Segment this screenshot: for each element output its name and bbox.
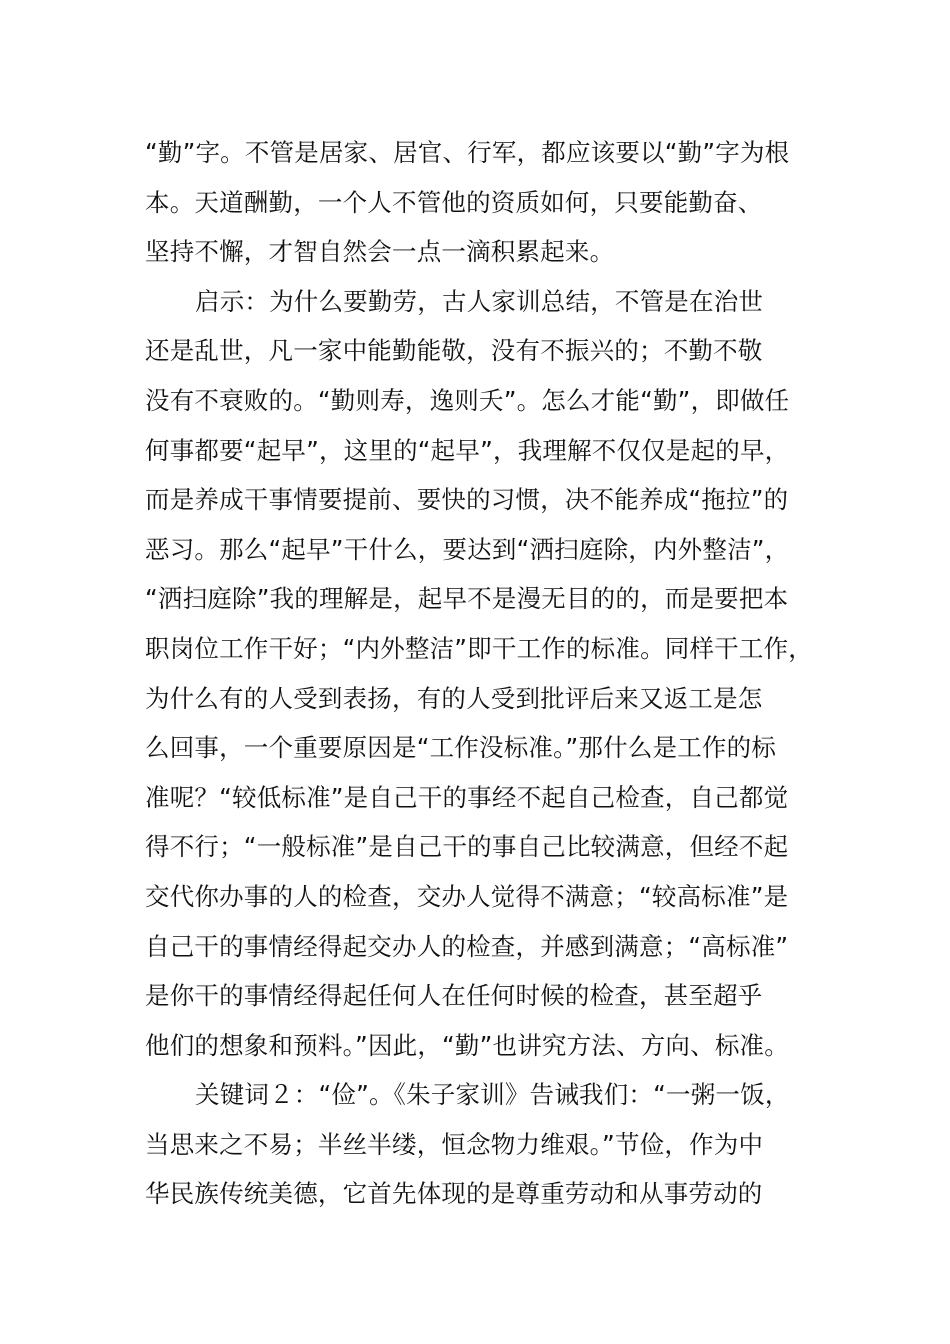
text-line: 当思来之不易；半丝半缕，恒念物力维艰。”节俭，作为中	[145, 1129, 764, 1159]
text-line: “洒扫庭除”我的理解是，起早不是漫无目的的，而是要把本	[145, 584, 789, 614]
text-line: 坚持不懈，才智自然会一点一滴积累起来。	[145, 237, 615, 267]
text-line: 华民族传统美德，它首先体现的是尊重劳动和从事劳动的	[145, 1179, 763, 1209]
text-line: 本。天道酬勤，一个人不管他的资质如何，只要能勤奋、	[145, 187, 763, 217]
paragraph-start-line: 关键词２：“俭”。《朱子家训》告诫我们：“一粥一饭，	[195, 1080, 790, 1110]
text-line: 没有不衰败的。“勤则寿，逸则夭”。怎么才能“勤”，即做任	[145, 385, 790, 415]
text-body	[145, 128, 835, 1219]
text-line: 交代你办事的人的检查，交办人觉得不满意；“较高标准”是	[145, 881, 789, 911]
text-line: 准呢？“较低标准”是自己干的事经不起自己检查，自己都觉	[145, 782, 789, 812]
text-line: 得不行；“一般标准”是自己干的事自己比较满意，但经不起	[145, 832, 789, 862]
text-line: 为什么有的人受到表扬，有的人受到批评后来又返工是怎	[145, 683, 763, 713]
paragraph-start-line: 启示：为什么要勤劳，古人家训总结，不管是在治世	[195, 286, 764, 316]
text-line: 而是养成干事情要提前、要快的习惯，决不能养成“拖拉”的	[145, 485, 789, 515]
text-line: 他们的想象和预料。”因此，“勤”也讲究方法、方向、标准。	[145, 1030, 789, 1060]
text-line: 恶习。那么“起早”干什么，要达到“洒扫庭除，内外整洁”，	[145, 534, 790, 564]
text-line: “勤”字。不管是居家、居官、行军，都应该要以“勤”字为根	[145, 138, 790, 167]
text-line: 么回事，一个重要原因是“工作没标准。”那什么是工作的标	[145, 733, 777, 763]
text-line: 是你干的事情经得起任何人在任何时候的检查，甚至超乎	[145, 981, 763, 1011]
text-line: 还是乱世，凡一家中能勤能敬，没有不振兴的；不勤不敬	[145, 336, 763, 366]
text-line: 自己干的事情经得起交办人的检查，并感到满意；“高标准”	[145, 931, 789, 961]
text-line: 何事都要“起早”，这里的“起早”，我理解不仅仅是起的早，	[145, 435, 790, 465]
text-line: 职岗位工作干好；“内外整洁”即干工作的标准。同样干工作，	[145, 633, 813, 663]
